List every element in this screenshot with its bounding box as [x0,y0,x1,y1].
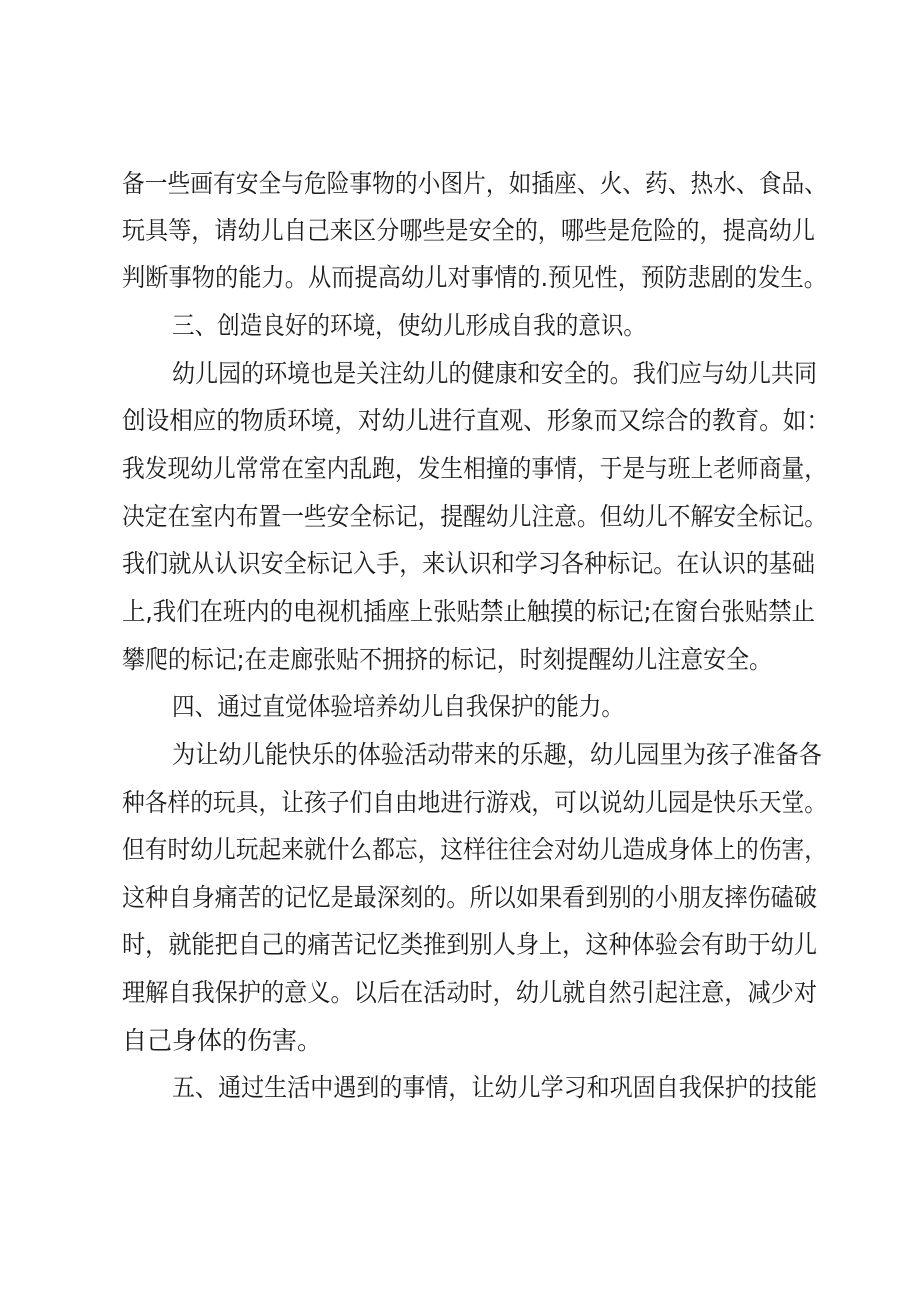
text-line [0,731,920,779]
line-text: 自己身体的伤害。 [122,1026,322,1055]
line-text: 我发现幼儿常常在室内乱跑，发生相撞的事情，于是与班上老师商量， [122,454,827,483]
line-text: 理解自我保护的意义。以后在活动时，幼儿就自然引起注意，减少对 [122,978,817,1007]
line-text: 种各样的玩具，让孩子们自由地进行游戏，可以说幼儿园是快乐天堂。 [122,788,827,817]
text-line [0,540,920,588]
section-heading-text: 四、通过直觉体验培养幼儿自我保护的能力。 [172,692,624,721]
section-heading [0,1064,920,1112]
text-line [0,636,920,684]
line-text: 我们就从认识安全标记入手，来认识和学习各种标记。在认识的基础 [122,549,815,578]
line-text: 决定在室内布置一些安全标记，提醒幼儿注意。但幼儿不解安全标记。 [122,502,827,531]
text-line [0,874,920,922]
text-line [0,350,920,398]
line-text: 上,我们在班内的电视机插座上张贴禁止触摸的标记;在窗台张贴禁止 [122,597,815,626]
text-line [0,445,920,493]
line-text: 判断事物的能力。从而提高幼儿对事情的.预见性，预防悲剧的发生。 [122,263,827,292]
line-text: 为让幼儿能快乐的体验活动带来的乐趣，幼儿园里为孩子准备各 [172,740,822,769]
section-heading-text: 五、通过生活中遇到的事情，让幼儿学习和巩固自我保护的技能 [172,1073,817,1102]
text-line [0,254,920,302]
text-line [0,1017,920,1065]
line-text: 但有时幼儿玩起来就什么都忘，这样往往会对幼儿造成身体上的伤害， [122,835,827,864]
line-text: 备一些画有安全与危险事物的小图片，如插座、火、药、热水、食品、 [122,169,827,198]
text-line [0,779,920,827]
text-line [0,207,920,255]
text-line [0,160,920,208]
text-line [0,493,920,541]
text-line [0,826,920,874]
section-heading [0,302,920,350]
text-line [0,397,920,445]
section-heading-text: 三、创造良好的环境，使幼儿形成自我的意识。 [172,311,646,340]
line-text: 创设相应的物质环境，对幼儿进行直观、形象而又综合的教育。如： [122,406,830,435]
text-line [0,921,920,969]
line-text: 时，就能把自己的痛苦记忆类推到别人身上，这种体验会有助于幼儿 [122,930,817,959]
section-heading [0,683,920,731]
line-text: 这种自身痛苦的记忆是最深刻的。所以如果看到别的小朋友摔伤磕破 [122,883,817,912]
line-text: 幼儿园的环境也是关注幼儿的健康和安全的。我们应与幼儿共同 [172,359,817,388]
line-text: 玩具等，请幼儿自己来区分哪些是安全的，哪些是危险的，提高幼儿 [122,216,815,245]
text-line [0,588,920,636]
text-line [0,969,920,1017]
line-text: 攀爬的标记;在走廊张贴不拥挤的标记，时刻提醒幼儿注意安全。 [122,645,772,674]
